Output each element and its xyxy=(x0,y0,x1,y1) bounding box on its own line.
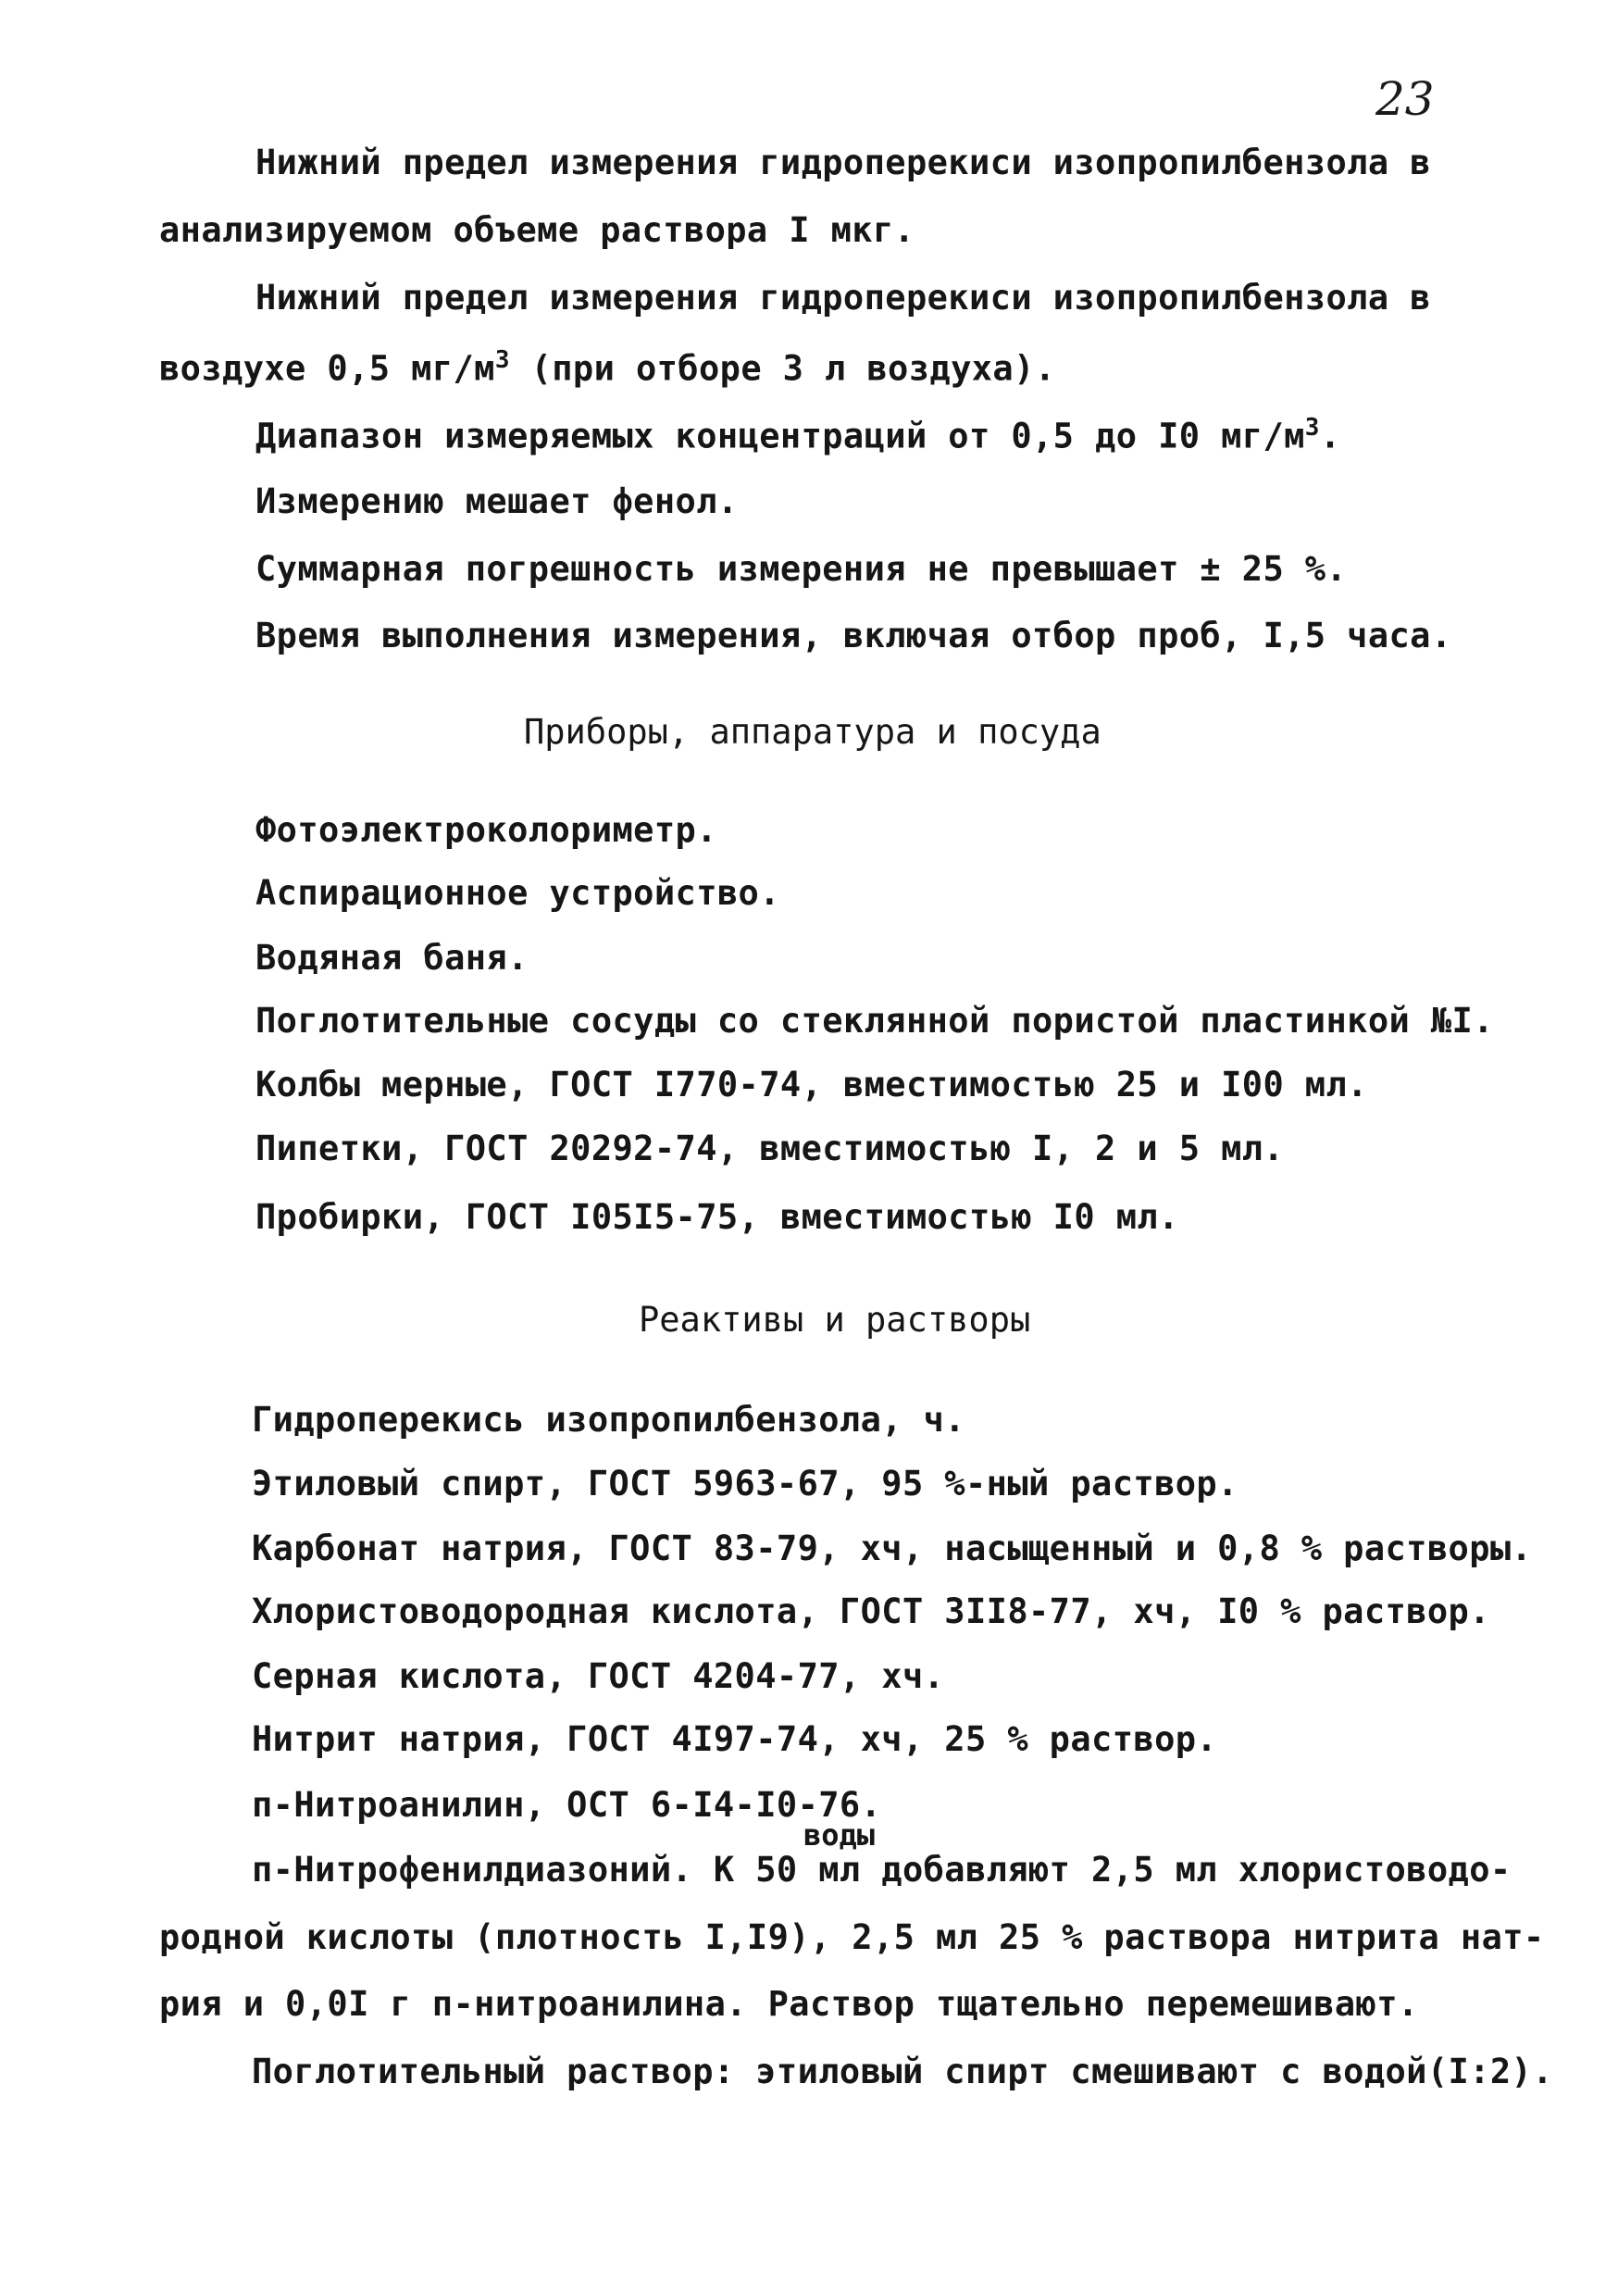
equipment-item: Аспирационное устройство. xyxy=(255,873,780,913)
reagent-paragraph-line-1: п-Нитрофенилдиазоний. К 50 мл добавляют 2,5 мл хлористоводо- xyxy=(252,1850,1512,1890)
intro-line-4 xyxy=(159,346,1056,389)
intro-line-3: Нижний предел измерения гидроперекиси изопропилбензола в xyxy=(255,278,1431,318)
equipment-item: Пипетки, ГОСТ 20292-74, вместимостью I, 2 и 5 мл. xyxy=(255,1129,1285,1168)
intro-line-5 xyxy=(255,414,1341,456)
reagent-paragraph-line-2: родной кислоты (плотность I,I9), 2,5 мл 25 % раствора нитрита нат- xyxy=(159,1917,1545,1957)
section-heading-reagents: Реактивы и растворы xyxy=(639,1300,1031,1340)
equipment-item: Фотоэлектроколориметр. xyxy=(255,810,717,850)
equipment-item: Колбы мерные, ГОСТ I770-74, вместимостью 25 и I00 мл. xyxy=(255,1065,1368,1104)
reagent-item: Нитрит натрия, ГОСТ 4I97-74, хч, 25 % раствор. xyxy=(252,1719,1218,1759)
intro-line-2: анализируемом объеме раствора I мкг. xyxy=(159,210,915,250)
reagent-item: п-Нитроанилин, ОСТ 6-I4-I0-76. xyxy=(252,1785,882,1825)
intro-line-1: Нижний предел измерения гидроперекиси изопропилбензола в xyxy=(255,143,1431,182)
reagent-item: Гидроперекись изопропилбензола, ч. xyxy=(252,1400,965,1440)
reagent-item: Этиловый спирт, ГОСТ 5963-67, 95 %-ный раствор. xyxy=(252,1464,1238,1504)
equipment-item: Пробирки, ГОСТ I05I5-75, вместимостью I0 мл. xyxy=(255,1197,1179,1237)
reagent-paragraph-line-4: Поглотительный раствор: этиловый спирт смешивают с водой(I:2). xyxy=(252,2052,1553,2091)
inserted-word: воды xyxy=(803,1817,876,1853)
reagent-item: Серная кислота, ГОСТ 4204-77, хч. xyxy=(252,1656,945,1696)
intro-line-4-tail: (при отборе 3 л воздуха). xyxy=(509,348,1056,389)
reagent-item: Карбонат натрия, ГОСТ 83-79, хч, насыщенный и 0,8 % растворы. xyxy=(252,1529,1533,1568)
intro-line-4-text: воздухе 0,5 мг/м xyxy=(159,348,495,389)
reagent-paragraph-line-3: рия и 0,0I г п-нитроанилина. Раствор тщательно перемешивают. xyxy=(159,1984,1419,2024)
intro-line-7: Суммарная погрешность измерения не превышает ± 25 %. xyxy=(255,549,1348,589)
intro-line-5-tail: . xyxy=(1319,416,1341,456)
page-number: 23 xyxy=(1375,72,1435,126)
intro-line-8: Время выполнения измерения, включая отбор проб, I,5 часа. xyxy=(255,616,1452,655)
intro-line-4-superscript: 3 xyxy=(494,346,510,374)
section-heading-equipment: Приборы, аппаратура и посуда xyxy=(524,712,1101,752)
reagent-item: Хлористоводородная кислота, ГОСТ 3II8-77, хч, I0 % раствор. xyxy=(252,1591,1490,1631)
intro-line-5-superscript: 3 xyxy=(1304,414,1320,442)
equipment-item: Водяная баня. xyxy=(255,938,529,978)
intro-line-6: Измерению мешает фенол. xyxy=(255,481,739,521)
equipment-item: Поглотительные сосуды со стеклянной пористой пластинкой №I. xyxy=(255,1001,1494,1041)
intro-line-5-text: Диапазон измеряемых концентраций от 0,5 до I0 мг/м xyxy=(255,416,1305,456)
